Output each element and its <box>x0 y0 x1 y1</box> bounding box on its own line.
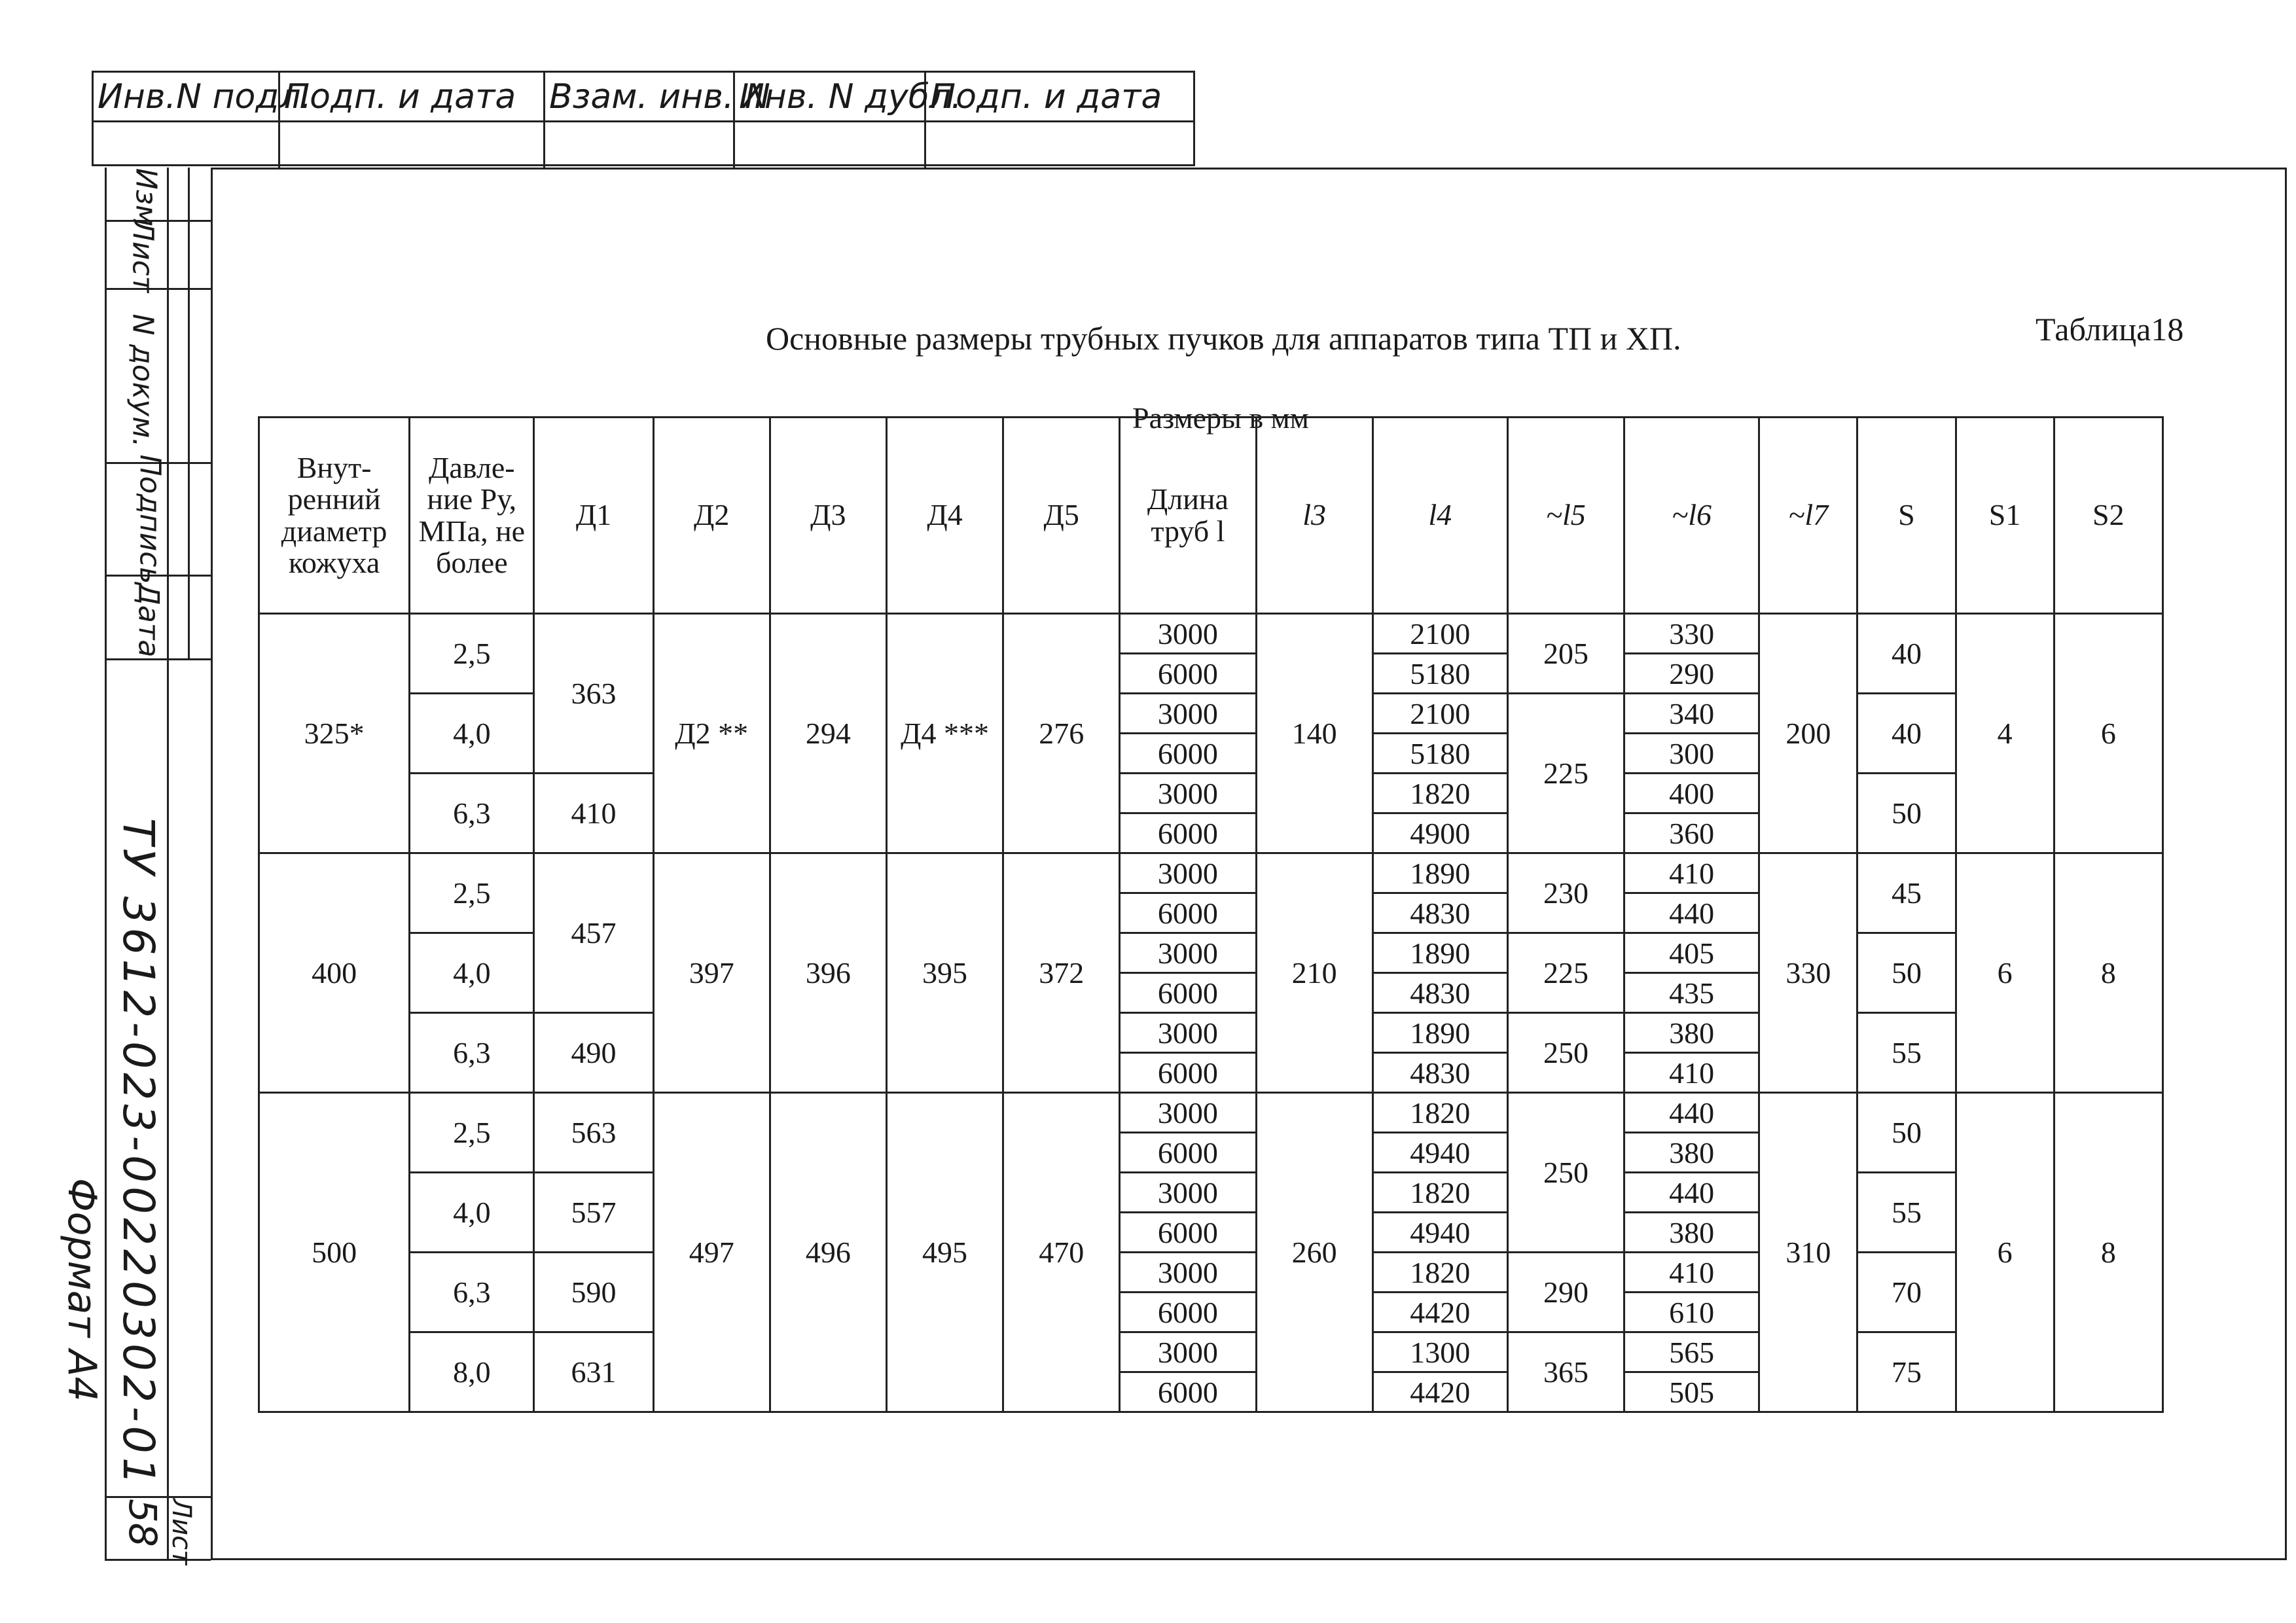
cell-l6: 380 <box>1624 1013 1759 1053</box>
cell-pressure: 4,0 <box>410 1173 534 1253</box>
header-s: S <box>1857 418 1956 614</box>
cell-pressure: 6,3 <box>410 774 534 853</box>
cell-l5: 250 <box>1507 1013 1624 1093</box>
cell-s: 50 <box>1857 1093 1956 1173</box>
table-number: Таблица18 <box>2036 311 2184 348</box>
cell-l5: 225 <box>1507 694 1624 853</box>
cell-tube-length: 3000 <box>1120 1013 1256 1053</box>
cell-l4: 4420 <box>1372 1293 1507 1332</box>
cell-l6: 410 <box>1624 1053 1759 1093</box>
cell-l5: 290 <box>1507 1253 1624 1332</box>
cell-tube-length: 3000 <box>1120 1253 1256 1293</box>
stamp-label-inv-podl: Инв.N подл. <box>94 73 280 122</box>
stamp-field-podp-data <box>280 122 545 168</box>
stamp-label-inv-dubl: Инв. N дубл. <box>735 73 926 122</box>
cell-l4: 1890 <box>1372 933 1507 973</box>
header-l4: l4 <box>1372 418 1507 614</box>
cell-l6: 410 <box>1624 853 1759 893</box>
cell-l3: 210 <box>1256 853 1372 1093</box>
header-d3: Д3 <box>770 418 886 614</box>
cell-s: 55 <box>1857 1173 1956 1253</box>
cell-d1: 490 <box>534 1013 653 1093</box>
cell-s: 70 <box>1857 1253 1956 1332</box>
header-l3: l3 <box>1256 418 1372 614</box>
cell-tube-length: 6000 <box>1120 654 1256 694</box>
cell-l4: 5180 <box>1372 734 1507 774</box>
cell-l4: 1820 <box>1372 774 1507 813</box>
header-d1: Д1 <box>534 418 653 614</box>
cell-d3: 496 <box>770 1093 886 1412</box>
header-s1: S1 <box>1956 418 2054 614</box>
header-inner-diameter: Внут-ренний диаметр кожуха <box>259 418 410 614</box>
cell-l4: 1820 <box>1372 1093 1507 1133</box>
cell-tube-length: 3000 <box>1120 853 1256 893</box>
cell-s1: 4 <box>1956 614 2054 853</box>
cell-l4: 4420 <box>1372 1372 1507 1412</box>
cell-l5: 365 <box>1507 1332 1624 1412</box>
stamp-field-inv-dubl <box>735 122 926 168</box>
stamp-label-vzam-inv: Взам. инв. N <box>545 73 735 122</box>
cell-l4: 1820 <box>1372 1253 1507 1293</box>
cell-tube-length: 6000 <box>1120 1213 1256 1253</box>
cell-tube-length: 6000 <box>1120 973 1256 1013</box>
cell-d1: 590 <box>534 1253 653 1332</box>
table-row <box>259 1332 2163 1372</box>
cell-l6: 380 <box>1624 1133 1759 1173</box>
cell-l3: 140 <box>1256 614 1372 853</box>
cell-l3: 260 <box>1256 1093 1372 1412</box>
strip-label-n-dokum: N докум. <box>126 313 160 448</box>
cell-l6: 435 <box>1624 973 1759 1013</box>
cell-inner-diameter: 325* <box>259 614 410 853</box>
header-l5: ~l5 <box>1507 418 1624 614</box>
cell-l5: 230 <box>1507 853 1624 933</box>
cell-l6: 405 <box>1624 933 1759 973</box>
cell-l7: 330 <box>1759 853 1857 1093</box>
cell-l5: 250 <box>1507 1093 1624 1253</box>
cell-d5: 372 <box>1003 853 1120 1093</box>
cell-s: 40 <box>1857 694 1956 774</box>
cell-tube-length: 3000 <box>1120 774 1256 813</box>
cell-s: 75 <box>1857 1332 1956 1412</box>
cell-s: 40 <box>1857 614 1956 694</box>
cell-s2: 6 <box>2054 614 2162 853</box>
cell-l5: 205 <box>1507 614 1624 694</box>
document-number: ТУ 3612-023-00220302-01 <box>113 818 164 1489</box>
sheet-label: Лист <box>166 1499 196 1565</box>
cell-inner-diameter: 500 <box>259 1093 410 1412</box>
cell-d1: 410 <box>534 774 653 853</box>
cell-l6: 300 <box>1624 734 1759 774</box>
cell-tube-length: 6000 <box>1120 1293 1256 1332</box>
cell-s1: 6 <box>1956 853 2054 1093</box>
cell-pressure: 6,3 <box>410 1013 534 1093</box>
cell-s: 45 <box>1857 853 1956 933</box>
cell-tube-length: 6000 <box>1120 813 1256 853</box>
cell-d4: 395 <box>886 853 1003 1093</box>
cell-l6: 440 <box>1624 1173 1759 1213</box>
stamp-label-podp-data: Подп. и дата <box>280 73 545 122</box>
format-label: Формат А4 <box>59 1178 105 1402</box>
cell-pressure: 8,0 <box>410 1332 534 1412</box>
cell-l5: 225 <box>1507 933 1624 1013</box>
cell-l4: 4940 <box>1372 1213 1507 1253</box>
cell-s: 50 <box>1857 933 1956 1013</box>
cell-tube-length: 3000 <box>1120 614 1256 654</box>
header-s2: S2 <box>2054 418 2162 614</box>
cell-pressure: 4,0 <box>410 694 534 774</box>
cell-l6: 340 <box>1624 694 1759 734</box>
cell-d2: 497 <box>653 1093 770 1412</box>
cell-l4: 1890 <box>1372 853 1507 893</box>
cell-inner-diameter: 400 <box>259 853 410 1093</box>
cell-tube-length: 3000 <box>1120 694 1256 734</box>
cell-l4: 4830 <box>1372 893 1507 933</box>
table-row <box>259 1253 2163 1293</box>
dimensions-table <box>258 416 2164 1413</box>
table-row <box>259 774 2163 813</box>
cell-l4: 4830 <box>1372 973 1507 1013</box>
strip-label-podpis: Подпись <box>133 454 167 584</box>
cell-s: 55 <box>1857 1013 1956 1093</box>
cell-l4: 4900 <box>1372 813 1507 853</box>
header-l7: ~l7 <box>1759 418 1857 614</box>
cell-tube-length: 3000 <box>1120 1332 1256 1372</box>
cell-pressure: 2,5 <box>410 1093 534 1173</box>
cell-l4: 1820 <box>1372 1173 1507 1213</box>
cell-d2: Д2 ** <box>653 614 770 853</box>
cell-l6: 440 <box>1624 1093 1759 1133</box>
cell-tube-length: 6000 <box>1120 1053 1256 1093</box>
cell-pressure: 2,5 <box>410 614 534 694</box>
cell-l6: 330 <box>1624 614 1759 654</box>
table-row <box>259 853 2163 893</box>
cell-l7: 200 <box>1759 614 1857 853</box>
cell-pressure: 6,3 <box>410 1253 534 1332</box>
cell-l6: 400 <box>1624 774 1759 813</box>
strip-label-data: Дата <box>132 582 166 658</box>
table-header-row <box>259 418 2163 614</box>
cell-d1: 557 <box>534 1173 653 1253</box>
cell-l6: 505 <box>1624 1372 1759 1412</box>
cell-d5: 276 <box>1003 614 1120 853</box>
cell-tube-length: 3000 <box>1120 1093 1256 1133</box>
header-pressure: Давле-ние Ру, МПа, не более <box>410 418 534 614</box>
cell-tube-length: 3000 <box>1120 933 1256 973</box>
cell-l6: 290 <box>1624 654 1759 694</box>
cell-l4: 1890 <box>1372 1013 1507 1053</box>
cell-d3: 396 <box>770 853 886 1093</box>
cell-l6: 410 <box>1624 1253 1759 1293</box>
cell-l6: 380 <box>1624 1213 1759 1253</box>
cell-tube-length: 6000 <box>1120 1133 1256 1173</box>
header-l6: ~l6 <box>1624 418 1759 614</box>
cell-d1: 457 <box>534 853 653 1013</box>
cell-l4: 2100 <box>1372 614 1507 654</box>
cell-s2: 8 <box>2054 1093 2162 1412</box>
cell-d3: 294 <box>770 614 886 853</box>
header-d4: Д4 <box>886 418 1003 614</box>
cell-l6: 360 <box>1624 813 1759 853</box>
units-caption: Размеры в мм <box>1132 401 1309 435</box>
stamp-label-podp-data-2: Подп. и дата <box>930 77 1162 116</box>
cell-s: 50 <box>1857 774 1956 853</box>
sheet-number: 58 <box>120 1499 165 1547</box>
cell-pressure: 2,5 <box>410 853 534 933</box>
cell-tube-length: 6000 <box>1120 1372 1256 1412</box>
cell-l6: 440 <box>1624 893 1759 933</box>
cell-l4: 4940 <box>1372 1133 1507 1173</box>
cell-d5: 470 <box>1003 1093 1120 1412</box>
cell-l6: 610 <box>1624 1293 1759 1332</box>
cell-l4: 5180 <box>1372 654 1507 694</box>
cell-l7: 310 <box>1759 1093 1857 1412</box>
stamp-field-inv-podl <box>94 122 280 168</box>
strip-label-list: Лист <box>126 219 160 293</box>
stamp-field-vzam-inv <box>545 122 735 168</box>
cell-d1: 363 <box>534 614 653 774</box>
cell-s1: 6 <box>1956 1093 2054 1412</box>
cell-tube-length: 6000 <box>1120 893 1256 933</box>
cell-d1: 563 <box>534 1093 653 1173</box>
cell-l6: 565 <box>1624 1332 1759 1372</box>
table-row <box>259 614 2163 654</box>
cell-d1: 631 <box>534 1332 653 1412</box>
header-d2: Д2 <box>653 418 770 614</box>
cell-tube-length: 6000 <box>1120 734 1256 774</box>
table-title: Основные размеры трубных пучков для аппаратов типа ТП и ХП. <box>766 320 1681 357</box>
strip-label-izm: Изм <box>129 168 163 227</box>
top-approval-stamp <box>92 71 1195 166</box>
table-row <box>259 1013 2163 1053</box>
cell-d2: 397 <box>653 853 770 1093</box>
cell-pressure: 4,0 <box>410 933 534 1013</box>
header-d5: Д5 <box>1003 418 1120 614</box>
header-tube-length: Длина труб l <box>1120 418 1256 614</box>
cell-d4: 495 <box>886 1093 1003 1412</box>
cell-l4: 2100 <box>1372 694 1507 734</box>
cell-l4: 1300 <box>1372 1332 1507 1372</box>
cell-tube-length: 3000 <box>1120 1173 1256 1213</box>
cell-s2: 8 <box>2054 853 2162 1093</box>
cell-d4: Д4 *** <box>886 614 1003 853</box>
table-row <box>259 1093 2163 1133</box>
cell-l4: 4830 <box>1372 1053 1507 1093</box>
table-row <box>259 1173 2163 1213</box>
